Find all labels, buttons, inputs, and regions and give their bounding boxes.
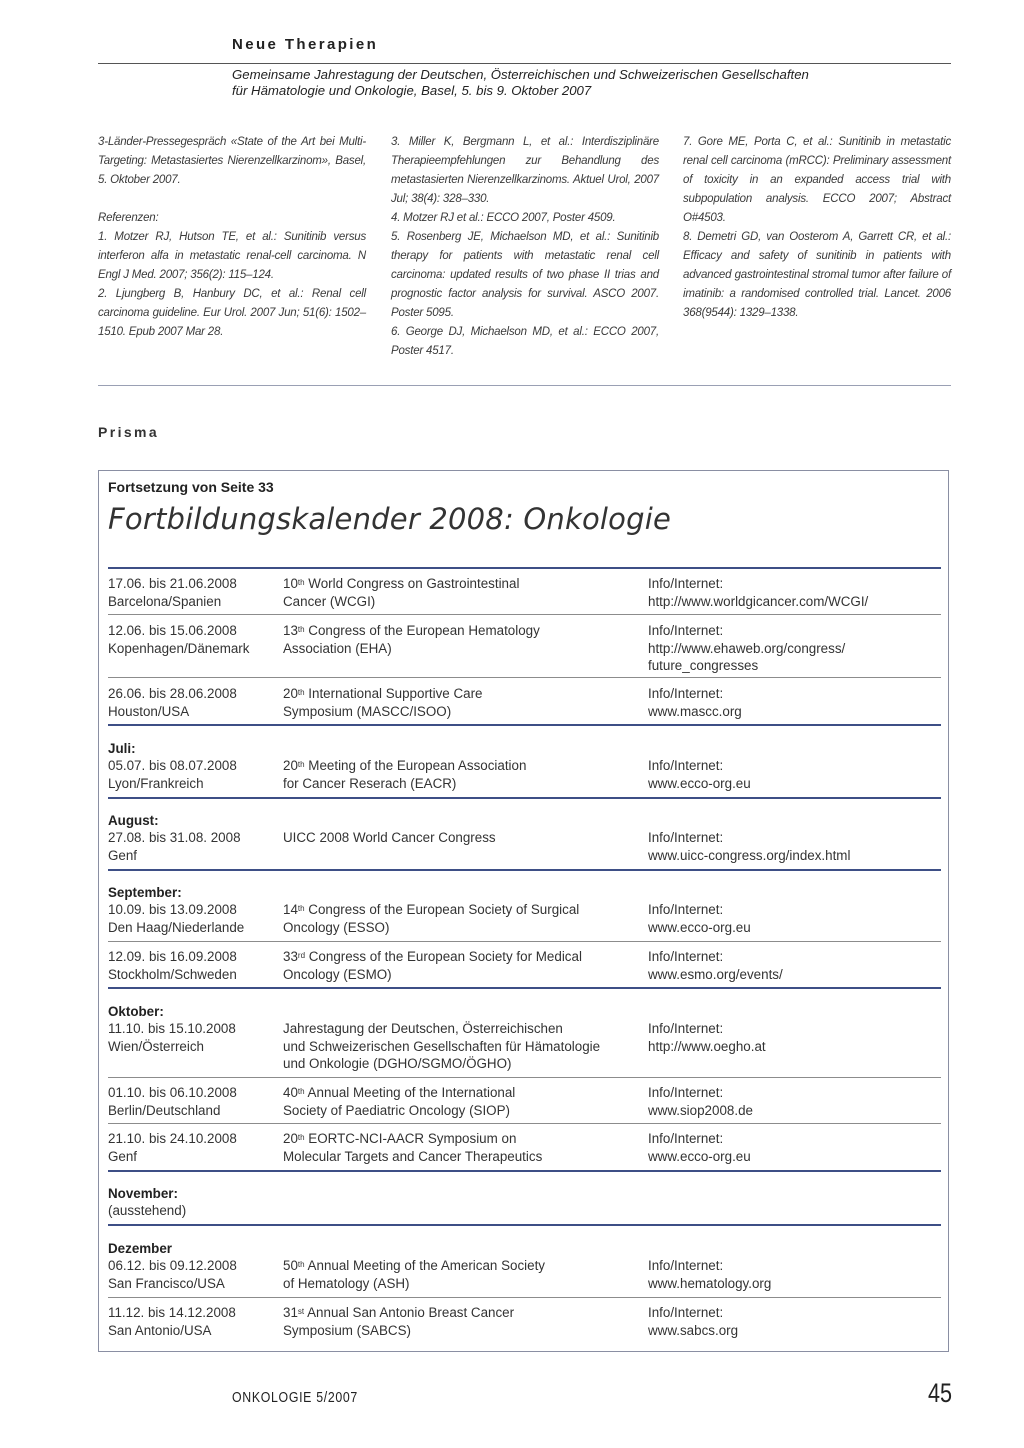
event-url[interactable]: www.siop2008.de [648, 1102, 753, 1118]
event-info: Info/Internet: www.esmo.org/events/ [648, 949, 783, 982]
month-rule [108, 1224, 941, 1226]
reference-7: 7. Gore ME, Porta C, et al.: Sunitinib in metastatic renal cell carcinoma (mRCC): Preliminary assessment of toxicity in an expanded access trial with subpopulation analysis. ECCO 2007; Abstract O#4503. [683, 136, 951, 224]
rule [108, 614, 941, 615]
event-info: Info/Internet: http://www.ehaweb.org/congress/ future_congresses [648, 623, 846, 673]
month-rule [108, 869, 941, 871]
reference-4: 4. Motzer RJ et al.: ECCO 2007, Poster 4509. [391, 212, 616, 224]
event-info: Info/Internet: www.sabcs.org [648, 1305, 739, 1338]
event-title: Jahrestagung der Deutschen, Österreichischen und Schweizerischen Gesellschaften für Hämatologie und Onkologie (DGHO/SGMO/ÖGHO) [283, 1021, 601, 1071]
event-date: 21.10. bis 24.10.2008 Genf [108, 1131, 237, 1164]
event-title: UICC 2008 World Cancer Congress [283, 830, 496, 845]
event-title: 31st Annual San Antonio Breast Cancer Symposium (SABCS) [283, 1305, 515, 1338]
references-column-2 [391, 133, 659, 361]
event-title: 40th Annual Meeting of the International Society of Paediatric Oncology (SIOP) [283, 1085, 516, 1118]
press-conference-note: 3-Länder-Pressegespräch «State of the Art bei Multi-Targeting: Metastasiertes Nierenzellkarzinom», Basel, 5. Oktober 2007. [98, 136, 366, 186]
event-date: 27.08. bis 31.08. 2008 Genf [108, 830, 241, 863]
event-date: 01.10. bis 06.10.2008 Berlin/Deutschland [108, 1085, 237, 1118]
rule [108, 677, 941, 678]
reference-8: 8. Demetri GD, van Oosterom A, Garrett CR, et al.: Efficacy and safety of sunitinib in patients with advanced gastrointestinal stromal tumor after failure of imatinib: a randomised controlled trial. Lancet. 2006 368(9544): 1329–1338. [683, 231, 951, 319]
month-label: Oktober: [108, 1004, 164, 1019]
event-url[interactable]: www.ecco-org.eu [648, 775, 751, 791]
event-info: Info/Internet: www.ecco-org.eu [648, 902, 751, 935]
event-title: 50th Annual Meeting of the American Society of Hematology (ASH) [283, 1258, 546, 1291]
month-label: Dezember [108, 1241, 173, 1256]
month-label: November: [108, 1186, 178, 1201]
rule [108, 567, 941, 569]
event-url[interactable]: www.hematology.org [648, 1275, 772, 1291]
event-url[interactable]: http://www.oegho.at [648, 1038, 766, 1054]
references-column-1 [98, 133, 366, 342]
event-date: 10.09. bis 13.09.2008 Den Haag/Niederlande [108, 902, 245, 935]
reference-5: 5. Rosenberg JE, Michaelson MD, et al.: Sunitinib therapy for patients with metastatic renal cell carcinoma: updated results of two phase II trias and prognostic factor analysis for survival. ASCO 2007. Poster 5095. [391, 231, 659, 319]
journal-footer: ONKOLOGIE 5/2007 [232, 1390, 358, 1406]
event-info: Info/Internet: www.siop2008.de [648, 1085, 753, 1118]
event-info: Info/Internet: www.ecco-org.eu [648, 1131, 751, 1164]
month-label: September: [108, 885, 182, 900]
event-url[interactable]: www.sabcs.org [648, 1322, 739, 1338]
event-info: Info/Internet: http://www.worldgicancer.com/WCGI/ [648, 576, 869, 609]
event-info: Info/Internet: http://www.oegho.at [648, 1021, 766, 1054]
section-heading: Neue Therapien [232, 36, 379, 53]
event-url[interactable]: www.uicc-congress.org/index.html [648, 847, 851, 863]
event-url[interactable]: http://www.worldgicancer.com/WCGI/ [648, 593, 869, 609]
event-url[interactable]: www.ecco-org.eu [648, 1148, 751, 1164]
calendar-title: Fortbildungskalender 2008: Onkologie [108, 502, 672, 536]
event-url[interactable]: http://www.ehaweb.org/congress/ [648, 640, 846, 656]
event-title: 33rd Congress of the European Society for Medical Oncology (ESMO) [283, 949, 582, 982]
rule [108, 941, 941, 942]
page-number: 45 [928, 1378, 953, 1408]
event-info: Info/Internet: www.mascc.org [648, 686, 742, 719]
rule [108, 1297, 941, 1298]
event-title: 14th Congress of the European Society of Surgical Oncology (ESSO) [283, 902, 580, 935]
event-date: 26.06. bis 28.06.2008 Houston/USA [108, 686, 237, 719]
reference-2: 2. Ljungberg B, Hanbury DC, et al.: Renal cell carcinoma guideline. Eur Urol. 2007 Jun; 51(6): 1502–1510. Epub 2007 Mar 28. [98, 288, 366, 338]
month-rule [108, 987, 941, 989]
event-url[interactable]: www.mascc.org [648, 703, 742, 719]
month-rule [108, 724, 941, 726]
event-date: 12.09. bis 16.09.2008 Stockholm/Schweden [108, 949, 237, 982]
event-info: Info/Internet: www.uicc-congress.org/index.html [648, 830, 851, 863]
month-label: Juli: [108, 741, 136, 756]
event-info: Info/Internet: www.hematology.org [648, 1258, 772, 1291]
month-label: August: [108, 813, 159, 828]
continued-note: Fortsetzung von Seite 33 [108, 479, 274, 495]
event-url[interactable]: www.esmo.org/events/ [648, 966, 783, 982]
references-column-3 [683, 133, 951, 323]
event-title: 20th Meeting of the European Association for Cancer Reserach (EACR) [283, 758, 527, 791]
reference-6: 6. George DJ, Michaelson MD, et al.: ECCO 2007, Poster 4517. [391, 326, 659, 357]
month-rule [108, 797, 941, 799]
event-date: 05.07. bis 08.07.2008 Lyon/Frankreich [108, 758, 237, 791]
event-title: 20th International Supportive Care Symposium (MASCC/ISOO) [283, 686, 483, 719]
rule [108, 1077, 941, 1078]
references-heading: Referenzen: [98, 212, 159, 224]
section-divider [98, 385, 951, 386]
rule [108, 1123, 941, 1124]
conference-subtitle: Gemeinsame Jahrestagung der Deutschen, Österreichischen und Schweizerischen Gesellschaften für Hämatologie und Onkologie, Basel, 5. bis 9. Oktober 2007 [232, 67, 809, 98]
reference-1: 1. Motzer RJ, Hutson TE, et al.: Sunitinib versus interferon alfa in metastatic renal-cell carcinoma. N Engl J Med. 2007; 356(2): 115–124. [98, 231, 366, 281]
prisma-heading: Prisma [98, 424, 160, 440]
event-title: 10th World Congress on Gastrointestinal Cancer (WCGI) [283, 576, 520, 609]
event-title: 20th EORTC-NCI-AACR Symposium on Molecular Targets and Cancer Therapeutics [283, 1131, 543, 1164]
event-date: 06.12. bis 09.12.2008 San Francisco/USA [108, 1258, 237, 1291]
event-date: 17.06. bis 21.06.2008 Barcelona/Spanien [108, 576, 237, 609]
event-info: Info/Internet: www.ecco-org.eu [648, 758, 751, 791]
november-note: (ausstehend) [108, 1203, 187, 1218]
month-rule [108, 1170, 941, 1172]
event-title: 13th Congress of the European Hematology Association (EHA) [283, 623, 540, 656]
event-date: 12.06. bis 15.06.2008 Kopenhagen/Dänemark [108, 623, 250, 656]
event-url[interactable]: www.ecco-org.eu [648, 919, 751, 935]
reference-3: 3. Miller K, Bergmann L, et al.: Interdisziplinäre Therapieempfehlungen zur Behandlung des metastasierten Nierenzellkarzinoms. Aktuel Urol, 2007 Jul; 38(4): 328–330. [391, 136, 659, 205]
event-date: 11.10. bis 15.10.2008 Wien/Österreich [108, 1021, 236, 1054]
event-date: 11.12. bis 14.12.2008 San Antonio/USA [108, 1305, 236, 1338]
header-rule [98, 63, 951, 64]
